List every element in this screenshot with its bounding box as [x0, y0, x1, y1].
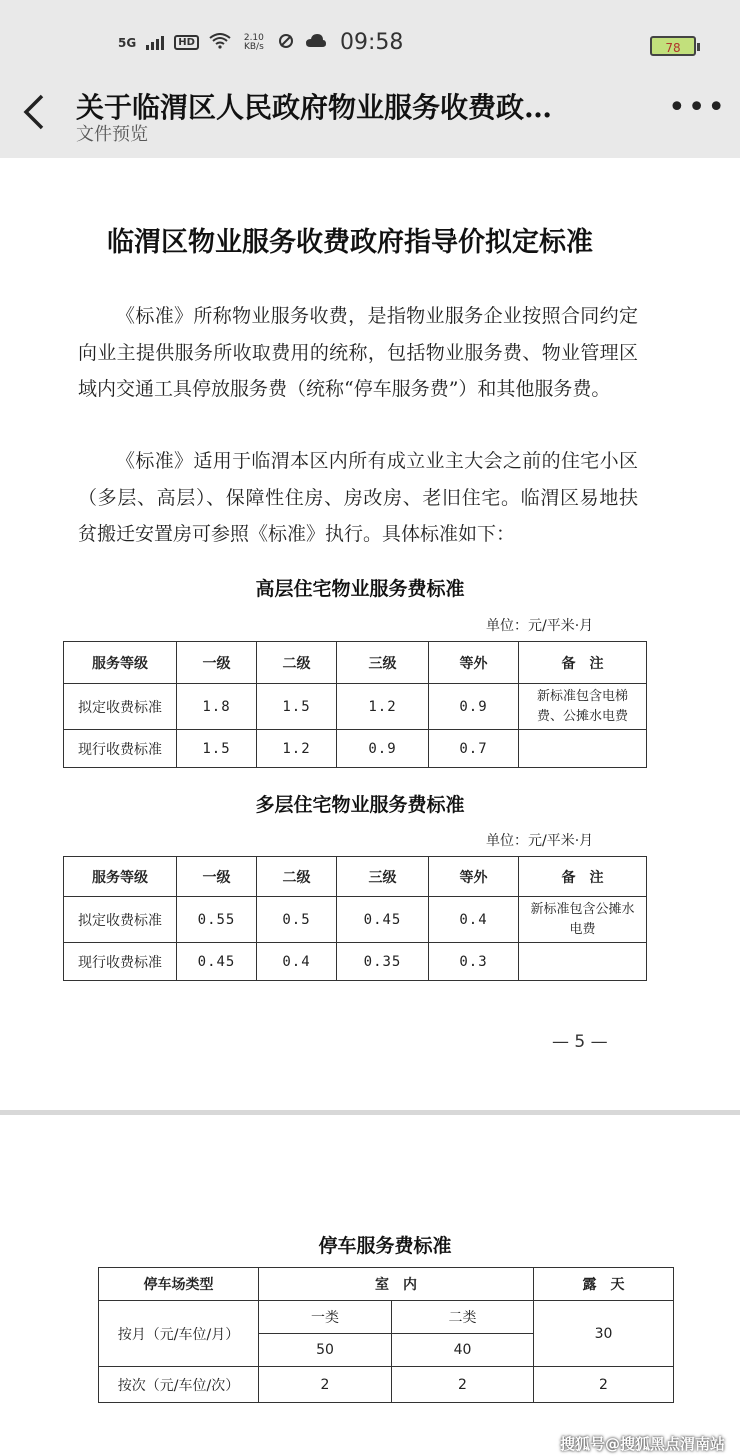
- parking-table: [98, 1267, 674, 1403]
- sync-icon: [277, 32, 295, 53]
- watermark: 搜狐号@搜狐黑点渭南站: [560, 1435, 726, 1453]
- table-cell: 50: [259, 1334, 392, 1367]
- cloud-icon: [305, 33, 327, 52]
- signal-icon: [146, 36, 164, 50]
- table-cell: 0.45: [337, 897, 429, 943]
- header-cell: 二级: [257, 642, 337, 684]
- table-row: [99, 1367, 674, 1403]
- header-cell: 备 注: [519, 857, 647, 897]
- header-cell: 二级: [257, 857, 337, 897]
- table-cell: 2: [534, 1367, 674, 1403]
- row-label: 按月（元/车位/月）: [99, 1301, 259, 1367]
- header-cell: 备 注: [519, 642, 647, 684]
- status-icons: [118, 32, 327, 53]
- table-cell: 二类: [392, 1301, 534, 1334]
- clock: 09:58: [340, 30, 404, 55]
- network-type: 5G: [118, 35, 137, 50]
- header-cell: 一级: [177, 857, 257, 897]
- table-header-row: [99, 1268, 674, 1301]
- table-cell: 30: [534, 1301, 674, 1367]
- table-cell: 1.5: [177, 730, 257, 768]
- network-speed: 2.10 KB/s: [243, 32, 264, 52]
- table-cell: 0.35: [337, 943, 429, 981]
- table-header-row: [64, 642, 647, 684]
- row-label: 按次（元/车位/次）: [99, 1367, 259, 1403]
- high-rise-title: 高层住宅物业服务费标准: [255, 578, 465, 600]
- document-title: 临渭区物业服务收费政府指导价拟定标准: [107, 227, 593, 258]
- table-row: [64, 897, 647, 943]
- high-rise-unit: 单位：元/平米·月: [486, 618, 594, 634]
- table-cell: 1.5: [257, 684, 337, 730]
- table-row: [64, 730, 647, 768]
- header-cell: 停车场类型: [99, 1268, 259, 1301]
- parking-title: 停车服务费标准: [318, 1235, 452, 1257]
- row-label: 现行收费标准: [64, 730, 177, 768]
- table-cell: 1.2: [337, 684, 429, 730]
- note-cell: 新标准包含公摊水电费: [519, 897, 647, 943]
- row-label: 拟定收费标准: [64, 897, 177, 943]
- note-cell: [519, 943, 647, 981]
- title-bar: [0, 80, 740, 158]
- more-icon: •••: [668, 90, 728, 125]
- table-row: [64, 684, 647, 730]
- note-cell: [519, 730, 647, 768]
- table-cell: 2: [259, 1367, 392, 1403]
- page-subtitle: 文件预览: [76, 124, 148, 145]
- table-cell: 0.9: [429, 684, 519, 730]
- multi-storey-title: 多层住宅物业服务费标准: [255, 794, 465, 816]
- battery-level: 78: [665, 41, 681, 55]
- high-rise-table: [63, 641, 647, 768]
- page-title: 关于临渭区人民政府物业服务收费政…: [76, 91, 553, 124]
- table-cell: 0.55: [177, 897, 257, 943]
- table-cell: 40: [392, 1334, 534, 1367]
- header-cell: 室 内: [259, 1268, 534, 1301]
- table-row: [64, 943, 647, 981]
- paragraph-scope: 《标准》适用于临渭本区内所有成立业主大会之前的住宅小区（多层、高层）、保障性住房、房改房、老旧住宅。临渭区易地扶贫搬迁安置房可参照《标准》执行。具体标准如下：: [78, 450, 638, 545]
- document-page-1: [0, 158, 740, 1110]
- table-row: [99, 1301, 674, 1334]
- header-cell: 服务等级: [64, 857, 177, 897]
- battery-icon: [650, 36, 696, 56]
- more-button[interactable]: [668, 90, 727, 125]
- header-cell: 一级: [177, 642, 257, 684]
- table-cell: 一类: [259, 1301, 392, 1334]
- wifi-icon: [209, 33, 231, 53]
- multi-storey-unit: 单位：元/平米·月: [486, 833, 594, 849]
- multi-storey-table: [63, 856, 647, 981]
- row-label: 拟定收费标准: [64, 684, 177, 730]
- table-cell: 0.7: [429, 730, 519, 768]
- status-bar: [0, 0, 740, 80]
- paragraph-definition: 《标准》所称物业服务收费，是指物业服务企业按照合同约定向业主提供服务所收取费用的统称，包括物业服务费、物业管理区域内交通工具停放服务费（统称“停车服务费”）和其他服务费。: [78, 305, 638, 400]
- table-header-row: [64, 857, 647, 897]
- table-cell: 0.3: [429, 943, 519, 981]
- header-cell: 等外: [429, 857, 519, 897]
- hd-icon: HD: [174, 35, 199, 50]
- header-cell: 三级: [337, 642, 429, 684]
- back-button[interactable]: [22, 92, 46, 139]
- table-cell: 1.2: [257, 730, 337, 768]
- chevron-left-icon: [22, 92, 46, 132]
- table-cell: 2: [392, 1367, 534, 1403]
- page-number: — 5 —: [552, 1032, 608, 1052]
- note-cell: 新标准包含电梯费、公摊水电费: [519, 684, 647, 730]
- header-cell: 服务等级: [64, 642, 177, 684]
- document-page-2: [0, 1115, 740, 1456]
- header-cell: 三级: [337, 857, 429, 897]
- header-cell: 等外: [429, 642, 519, 684]
- header-cell: 露 天: [534, 1268, 674, 1301]
- table-cell: 0.4: [257, 943, 337, 981]
- table-cell: 0.45: [177, 943, 257, 981]
- table-cell: 0.5: [257, 897, 337, 943]
- table-cell: 1.8: [177, 684, 257, 730]
- row-label: 现行收费标准: [64, 943, 177, 981]
- table-cell: 0.4: [429, 897, 519, 943]
- table-cell: 0.9: [337, 730, 429, 768]
